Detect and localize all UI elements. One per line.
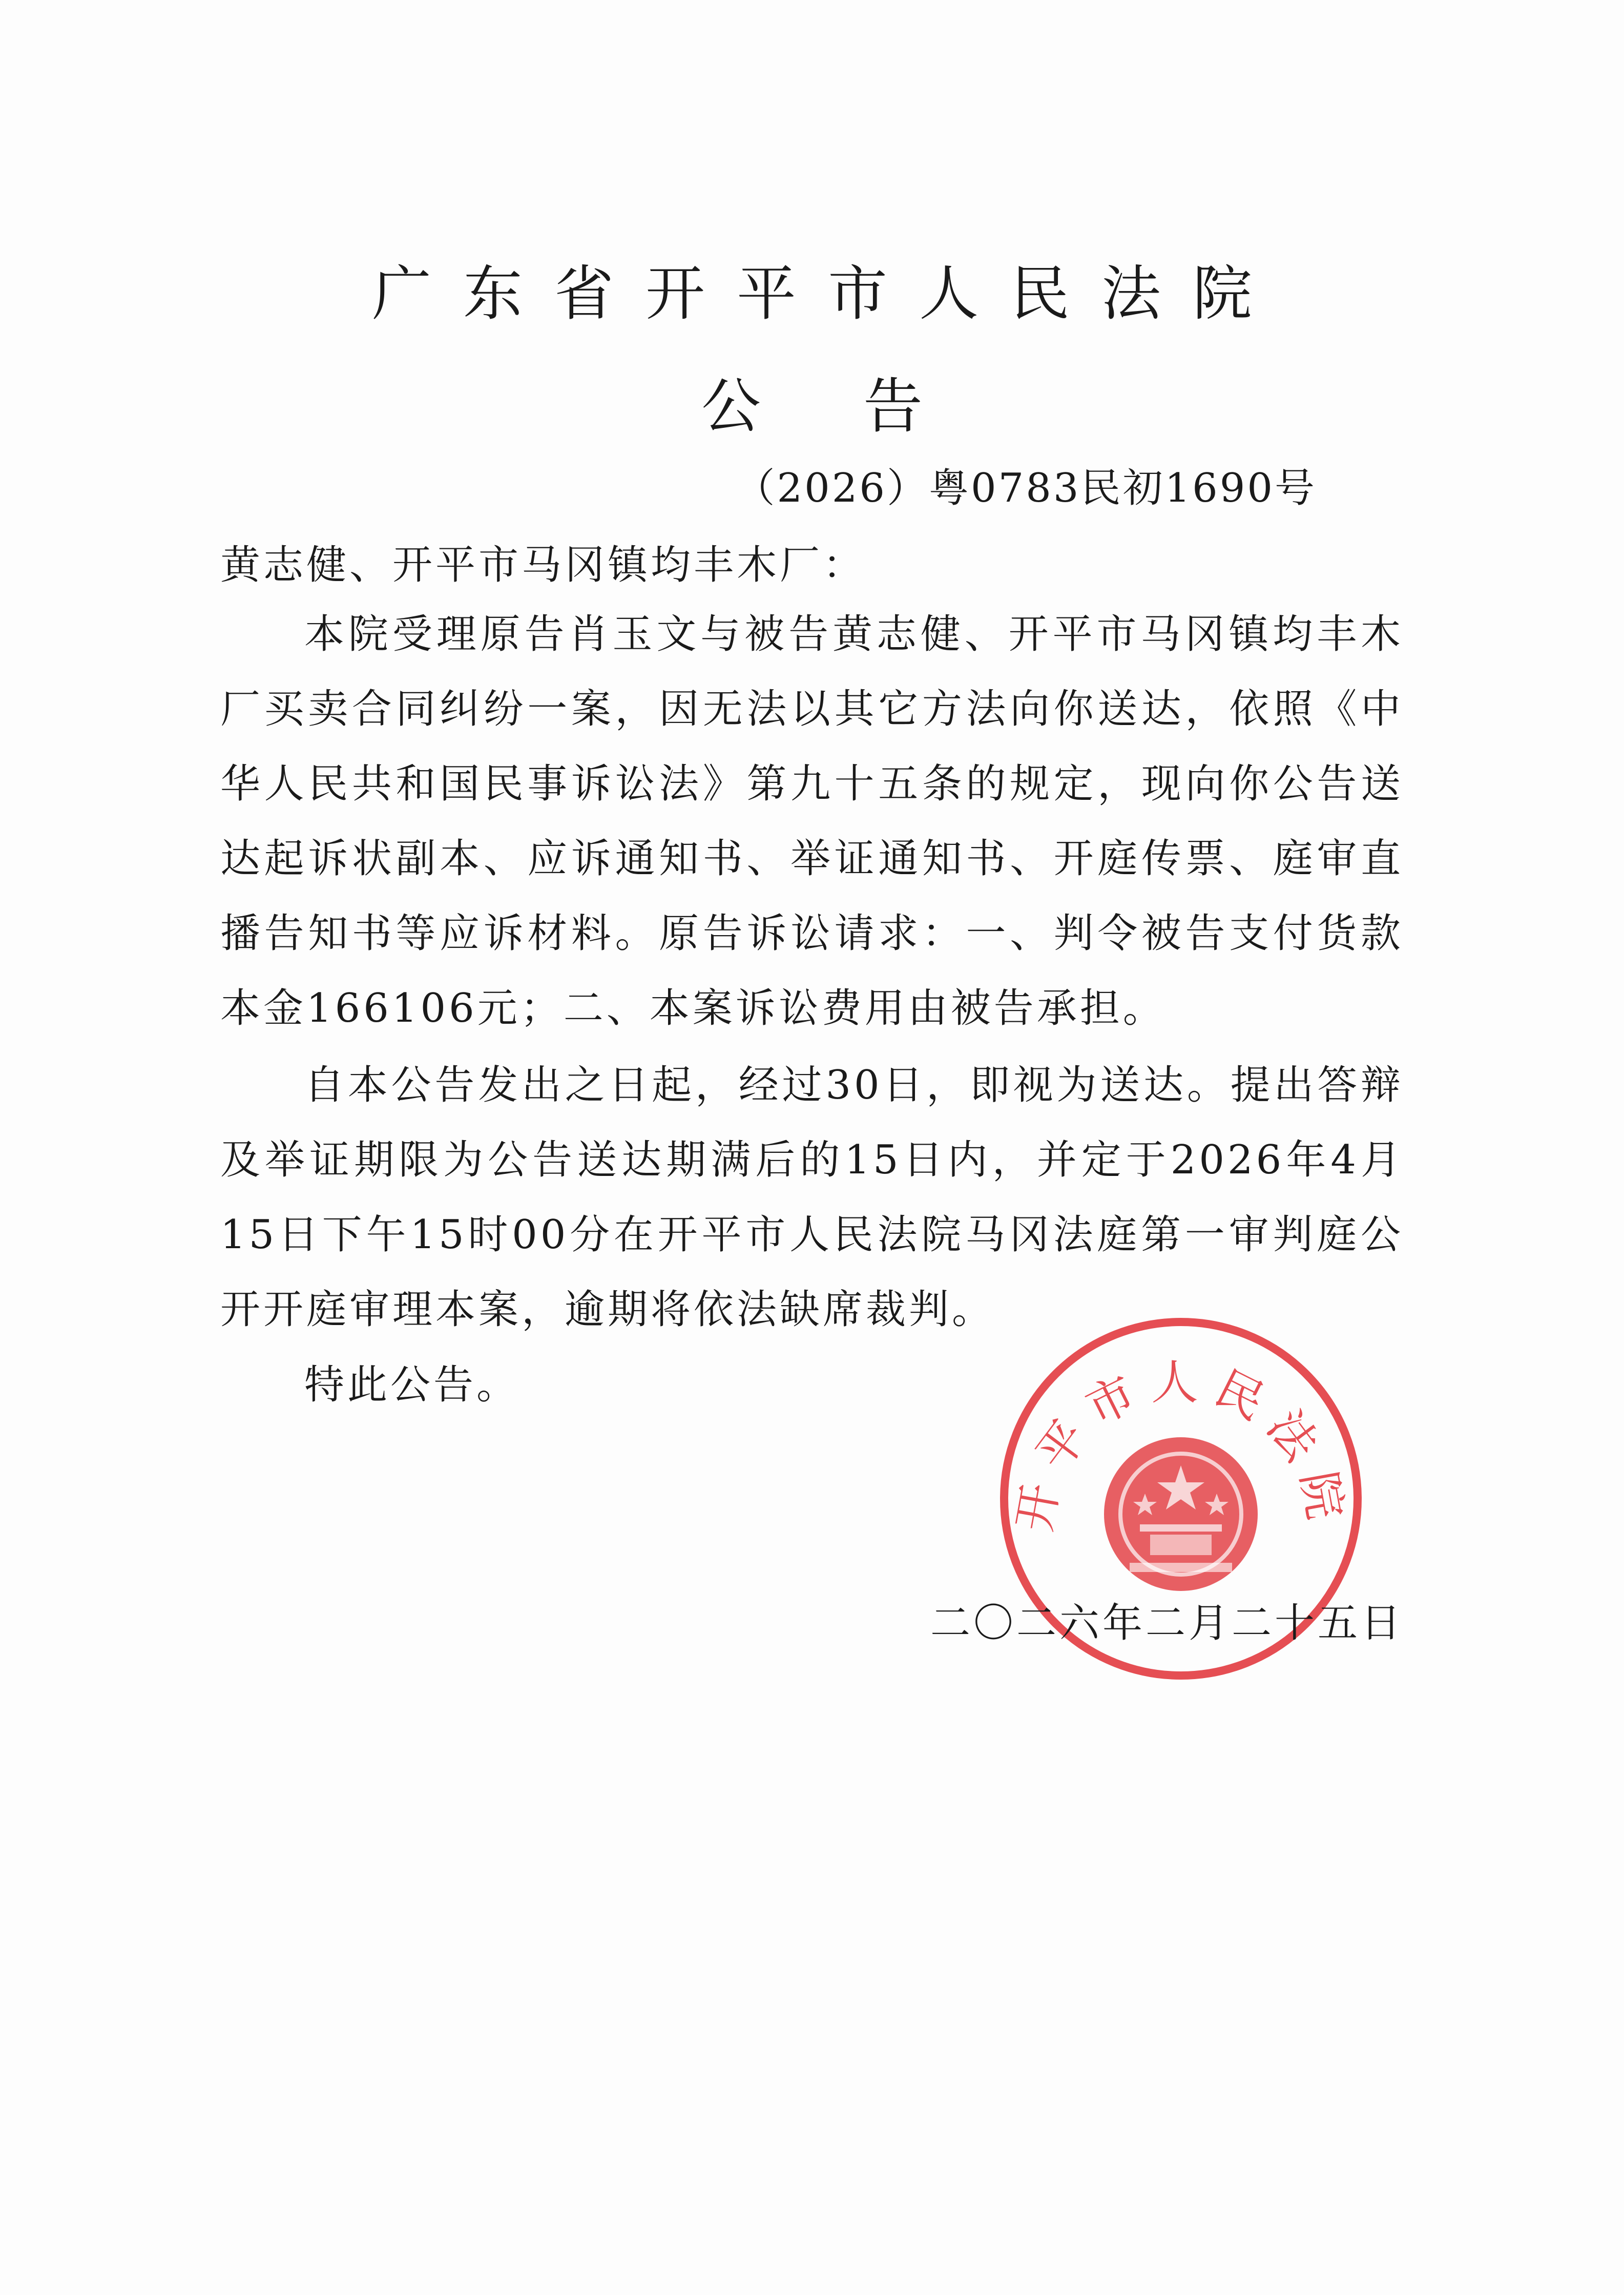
notice-paragraph-2: 自本公告发出之日起，经过30日，即视为送达。提出答辩及举证期限为公告送达期满后的15日内，并定于2026年4月15日下午15时00分在开平市人民法院马冈法庭第一审判庭公开开庭审理本案，逾期将依法缺席裁判。 [220,1062,1404,1333]
notice-heading: 公告 [701,372,1025,441]
notice-paragraph-1: 本院受理原告肖玉文与被告黄志健、开平市马冈镇均丰木厂买卖合同纠纷一案，因无法以其它方法向你送达，依照《中华人民共和国民事诉讼法》第九十五条的规定，现向你公告送达起诉状副本、应诉通知书、举证通知书、开庭传票、庭审直播告知书等应诉材料。原告诉讼请求：一、判令被告支付货款本金166106元；二、本案诉讼费用由被告承担。 [220,611,1404,1031]
issue-date: 二〇二六年二月二十五日 [930,1600,1404,1646]
court-name-title: 广东省开平市人民法院 [372,259,1284,328]
case-number: （2026）粤0783民初1690号 [735,465,1317,511]
notice-paragraph-closing: 特此公告。 [304,1362,520,1408]
addressee: 黄志健、开平市马冈镇均丰木厂： [220,542,866,588]
national-emblem-icon [1104,1437,1258,1591]
seal-arc-text: 开平市人民法院 [1007,1355,1355,1536]
